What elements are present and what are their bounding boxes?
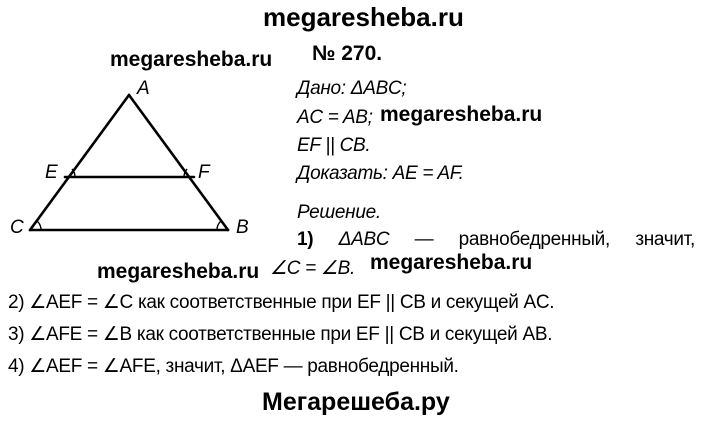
label-c: C — [10, 217, 24, 238]
angle-mark-c — [37, 221, 41, 230]
label-b: B — [236, 217, 249, 238]
label-e: E — [45, 162, 58, 183]
prove-line: Доказать: AE = AF. — [297, 163, 464, 184]
given-equality: AC = AB; — [297, 107, 373, 128]
prove-label: Доказать — [297, 163, 383, 184]
step-3: 3) ∠AFE = ∠B как соответственные при EF || CB и секущей AB. — [8, 324, 553, 345]
given-label: Дано — [297, 78, 341, 99]
step-1-triangle: ΔABC — [338, 229, 390, 250]
watermark-top: megaresheba.ru — [263, 2, 464, 32]
prove-statement: AE = AF. — [392, 163, 464, 184]
step-1-isosceles: равнобедренный, — [458, 229, 610, 250]
step-1-line — [297, 229, 695, 251]
step-1-number: 1) — [297, 229, 314, 250]
side-ab — [129, 95, 228, 230]
given-parallel: EF || CB. — [297, 135, 371, 156]
given-line: Дано: ΔABC; — [297, 78, 407, 99]
label-a: A — [137, 78, 150, 99]
watermark-left-lower: megaresheba.ru — [97, 260, 260, 283]
problem-number: № 270. — [312, 42, 383, 65]
triangle-figure — [0, 70, 290, 245]
given-triangle: ΔABC; — [350, 78, 407, 99]
step-1-therefore: значит, — [635, 229, 695, 250]
solution-label: Решение. — [297, 202, 381, 223]
watermark-right-upper: megaresheba.ru — [380, 103, 543, 126]
angle-mark-b — [217, 221, 221, 230]
step-1-dash: — — [414, 229, 434, 250]
step-2: 2) ∠AEF = ∠C как соответственные при EF || CB и секущей AC. — [8, 292, 555, 313]
step-4: 4) ∠AEF = ∠AFE, значит, ΔAEF — равнобедренный. — [8, 356, 459, 377]
label-f: F — [198, 162, 210, 183]
watermark-footer: Мегарешеба.ру — [262, 388, 450, 416]
watermark-left-upper: megaresheba.ru — [110, 48, 273, 71]
step-1-conclusion: ∠C = ∠B. — [270, 258, 355, 279]
watermark-right-lower: megaresheba.ru — [370, 251, 533, 274]
